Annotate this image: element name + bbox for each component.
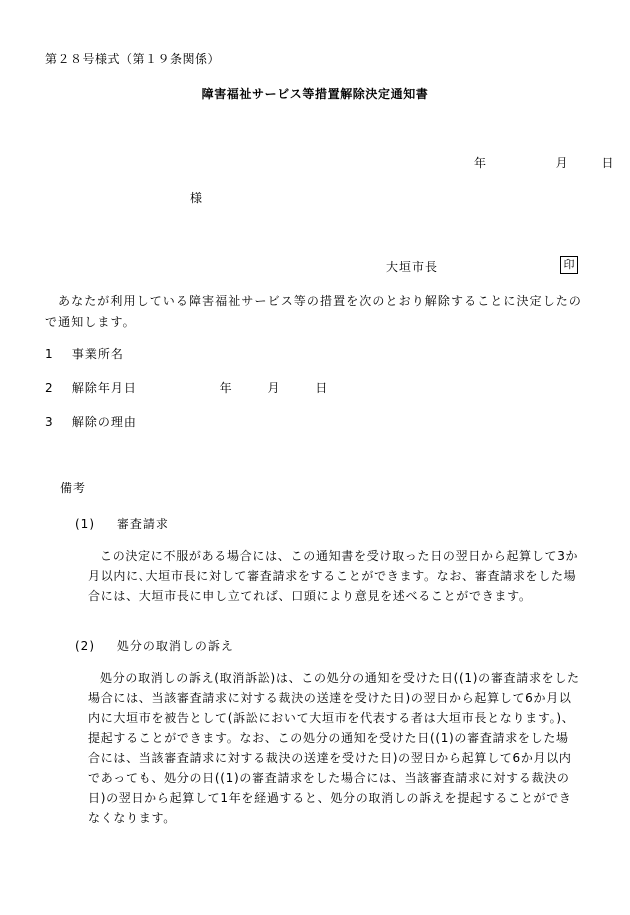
- item-date-month: 月: [267, 381, 281, 395]
- item-number: 1: [45, 347, 54, 361]
- item-cancellation-date: [45, 379, 328, 396]
- item-date-day: 日: [315, 381, 329, 395]
- section-title: 処分の取消しの訴え: [116, 639, 234, 653]
- item-number: 3: [45, 415, 54, 429]
- date-month: 月: [555, 156, 568, 170]
- item-business-name: [45, 345, 124, 362]
- item-date-year: 年: [219, 381, 233, 395]
- section-title: 審査請求: [116, 517, 169, 531]
- remarks-heading: 備考: [60, 481, 87, 495]
- issue-date: [474, 154, 614, 171]
- item-cancellation-reason: [45, 413, 137, 430]
- remarks-section-review-request-body: この決定に不服がある場合には、この通知書を受け取った日の翌日から起算して3か月以内に､大垣市長に対して審査請求をすることができます。なお、審査請求をした場合には、大垣市長に申し立てれば、口頭により意見を述べることができます。: [88, 549, 579, 603]
- item-number: 2: [45, 381, 54, 395]
- section-number: (1): [75, 517, 95, 531]
- remarks-section-review-request-heading: [75, 515, 169, 532]
- seal-mark: 印: [560, 256, 578, 274]
- remarks-section-revocation-suit-heading: [75, 637, 234, 654]
- remarks-section-revocation-suit-body: 処分の取消しの訴え(取消訴訟)は、この処分の通知を受けた日((1)の審査請求をした場合には、当該審査請求に対する裁決の送達を受けた日)の翌日から起算して6か月以内に大垣市を被告として(訴訟において大垣市を代表する者は大垣市長となります。)、提起することができます。なお、この処分の通知を受けた日((1)の審査請求をした場合には、当該審査請求に対する裁決の送達を受けた日)の翌日から起算して6か月以内であっても、処分の日((1)の審査請求をした場合には、当該審査請求に対する裁決の日)の翌日から起算して1年を経過すると、処分の取消しの訴えを提起することができなくなります。: [88, 671, 580, 825]
- document-title: 障害福祉サービス等措置解除決定通知書: [201, 87, 429, 101]
- section-number: (2): [75, 639, 95, 653]
- issuer-name: 大垣市長: [386, 260, 439, 274]
- intro-text: あなたが利用している障害福祉サービス等の措置を次のとおり解除することに決定したので通知します。: [45, 294, 583, 329]
- date-day: 日: [601, 156, 614, 170]
- form-number: 第２８号様式（第１９条関係）: [45, 52, 221, 66]
- item-label: 事業所名: [71, 347, 124, 361]
- date-year: 年: [474, 156, 487, 170]
- item-label: 解除の理由: [71, 415, 137, 429]
- addressee-honorific: 様: [190, 191, 203, 205]
- item-label: 解除年月日: [71, 381, 137, 395]
